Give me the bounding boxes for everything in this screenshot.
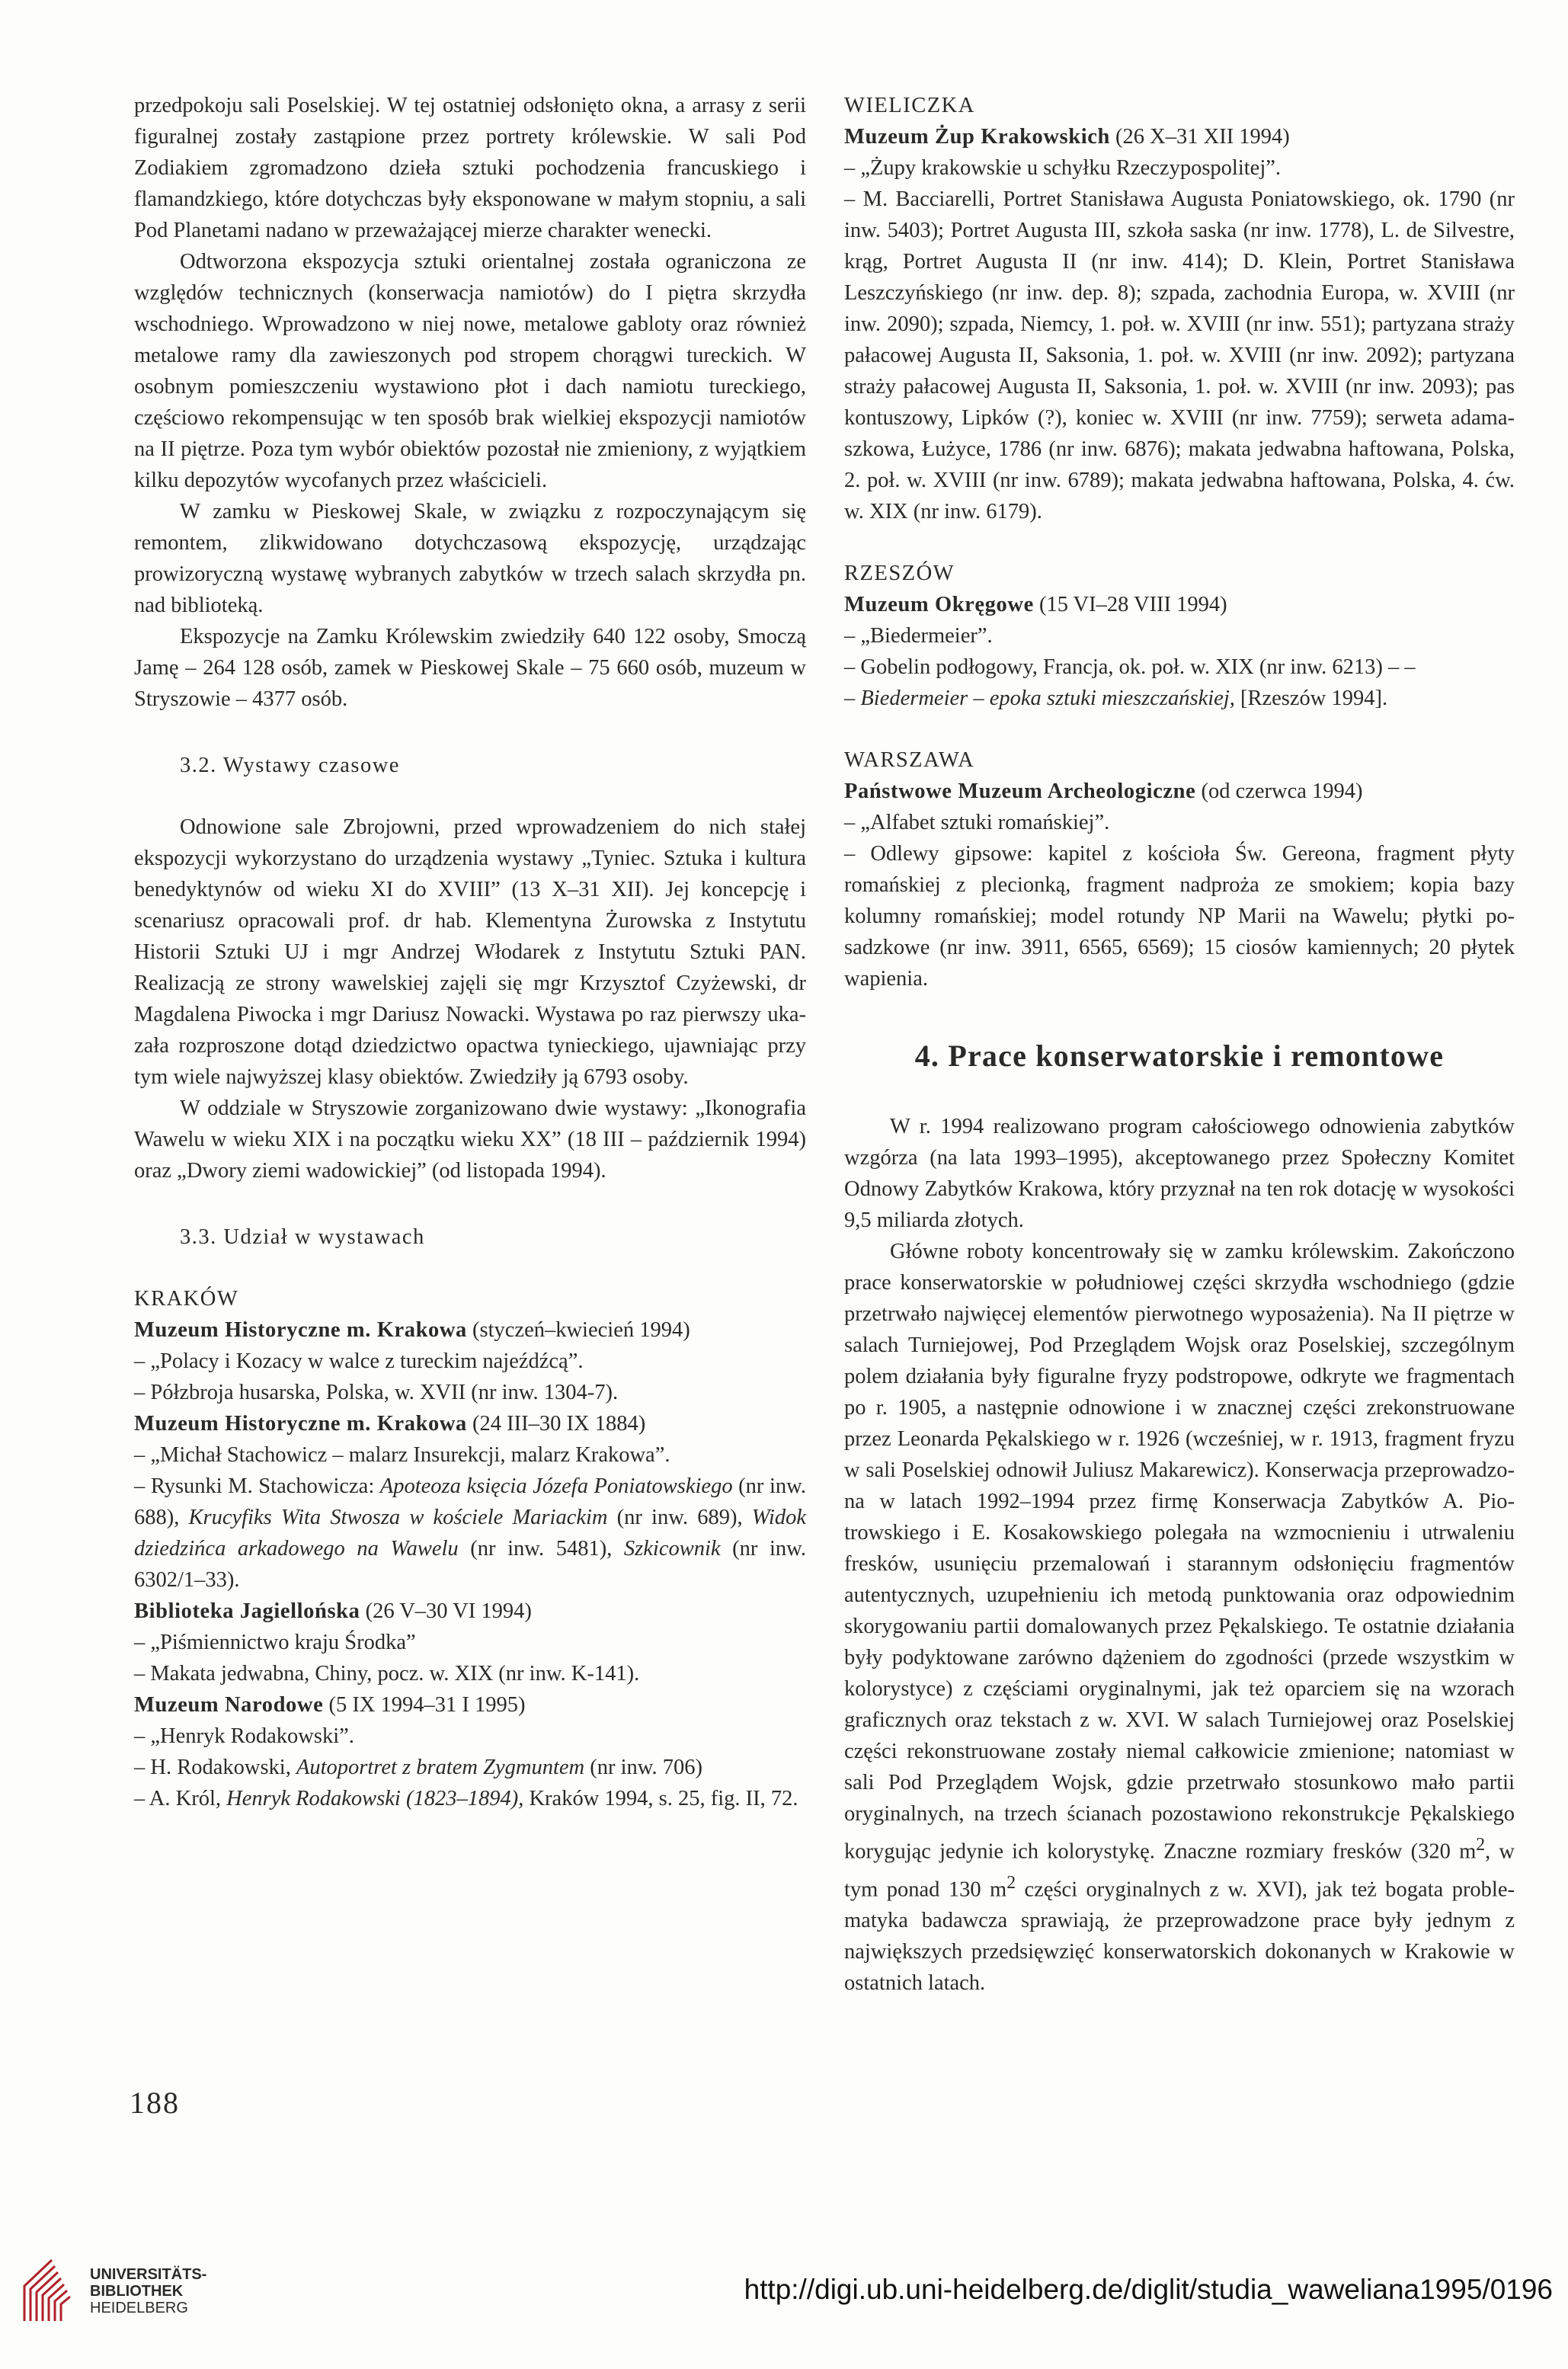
exhibition-entry [134,1408,806,1439]
exhibition-date: (15 VI–28 VIII 1994) [1033,593,1227,616]
paragraph: W r. 1994 realizowano program całościowego odnowienia zabytków wzgórza (na lata 1993–1995), akceptowanego przez Społeczny Komitet Odnowy Zabytków Krakowa, który przyznał na ten rok dotację w wysokości 9,5 miliarda złotych. [844,1115,1515,1232]
exhibit-list [844,683,1515,714]
museum-name: Biblioteka Jagiellońska [134,1599,360,1623]
exhibit-list [134,1471,806,1596]
superscript: 2 [1006,1872,1016,1893]
exhibition-date: (styczeń–kwiecień 1994) [466,1318,690,1342]
section-heading-3-2: 3.2. Wystawy czasowe [180,754,400,777]
text: (nr inw. 689), [607,1506,752,1529]
exhibition-title: – „Żupy krakowskie u schyłku Rzeczypospolitej”. [844,156,1282,180]
exhibition-title: – „Henryk Rodakowski”. [134,1724,354,1748]
right-column [844,90,1515,1999]
paragraph: W zamku w Pieskowej Skale, w związku z rozpoczynającym się remontem, zlikwidowano dotychczasową ekspozycję, urządzając prowizoryczną wystawę wybranych zabytków w trzech salach skrzydła pn. nad biblioteką. [134,500,806,617]
paragraph: Odtworzona ekspozycja sztuki orientalnej została ograniczona ze względów technicznych (konserwacja namiotów) do I piętra skrzydła wschodniego. Wprowadzono w niej nowe, metalowe gabloty oraz również metalowe ramy dla zawieszonych pod stropem chorągwi tureckich. W osobnym pomieszczeniu wystawiono płot i dach namiotu tureckiego, częściowo rekompensując w ten sposób brak wielkiej ekspozycji namiotów na II piętrze. Poza tym wybór obiektów pozostał nie zmieniony, z wyjątkiem kilku depozytów wycofanych przez właścicieli. [134,250,806,492]
library-name-line: UNIVERSITÄTS- [90,2266,207,2283]
exhibition-entry [844,776,1515,807]
text: – Rysunki M. Stachowicza: [134,1474,380,1498]
text: Główne roboty koncentrowały się w zamku królewskim. Zakończono prace konserwatorskie w południowej części skrzydła wschodniego (gdzie przetrwało najwięcej elementów pierwotnego wyposażenia). Na II piętrze w salach Turniejowej, Pod Przeglądem Wojsk oraz Poselskiej, szczególnym polem działania były figuralne fryzy podstropowe, odkryte we fragmentach po r. 1905, a następnie odnowione i w znacznej części zrekonstruowane przez Leonarda Pękalskiego w r. 1926 (wcześniej, w r. 1913, fragment fryzu w sali Poselskiej odnowił Juliusz Makarewicz). Konserwacja przeprowadzona w latach 1992–1994 przez firmę Konserwacja Zabytków A. Piotrowskiego i E. Kosakowskiego polegała na wzmocnieniu i utrwaleniu fresków, usunięciu przemalowań i starannym odsłonięciu fragmentów autentycznych, uzupełnieniu ich metodą punktowania oraz odpowiednim skorygowaniu partii domalowanych przez Pękalskiego. Te ostatnie działania były podyktowane zarówno dążeniem do zgodności (przede wszystkim w kolorystyce) z częściami oryginalnymi, jak też oparciem się na wzorach graficznych oraz tekstach z w. XVI. W salach Turniejowej oraz Poselskiej części rekonstruowane zostały niemal całkowicie zmienione; natomiast w sali Pod Przeglądem Wojsk, gdzie przetrwało stosunkowo mało partii oryginalnych, na trzech ścianach pozostawiono rekonstrukcje Pękalskiego korygując jedynie ich kolorystykę. Znaczne rozmiary fresków (320 m [844,1240,1515,1864]
paragraph [844,1236,1515,1999]
text: – [844,687,861,710]
exhibition-date: (24 III–30 IX 1884) [466,1412,646,1436]
exhibit-list [134,1783,806,1814]
exhibition-entry [134,1314,806,1346]
museum-name: Państwowe Muzeum Archeologiczne [844,780,1196,803]
paragraph: Ekspozycje na Zamku Królewskim zwiedziły 640 122 osoby, Smoczą Jamę – 264 128 osób, zamek w Pieskowej Skale – 75 660 osób, muzeum w Stryszowie – 4377 osób. [134,625,806,711]
library-name [90,2266,206,2316]
exhibition-entry [844,589,1515,620]
exhibit-list [134,1752,806,1783]
section-heading-3-3: 3.3. Udział w wystawach [180,1225,425,1249]
exhibition-date: (od czerwca 1994) [1195,780,1363,803]
city-heading: WIELICZKA [844,94,975,117]
text: – A. Król, [134,1787,227,1810]
exhibit-list: – Półzbroja husarska, Polska, w. XVII (nr inw. 1304-7). [134,1381,619,1404]
exhibition-date: (5 IX 1994–31 I 1995) [323,1693,526,1717]
library-name-line: BIBLIOTHEK [90,2283,184,2300]
museum-name: Muzeum Historyczne m. Krakowa [134,1318,467,1342]
exhibit-list: – M. Bacciarelli, Portret Stanisława Augusta Poniatowskiego, ok. 1790 (nr inw. 5403); Portret Augusta III, szkoła saska (nr inw. 1778), L. de Silvestre, krąg, Portret Augusta II (nr inw. 414); D. Klein, Portret Stanisława Leszczyńskiego (nr inw. dep. 8); szpada, zachodnia Europa, w. XVIII (nr inw. 2090); szpada, Niemcy, 1. poł. w. XVIII (nr inw. 551); partyzana straży pałacowej Augusta II, Saksonia, 1. poł. w. XVIII (nr inw. 2092); partyzana straży pałacowej Augusta II, Saksonia, 1. poł. w. XVIII (nr inw. 2093); pas kontuszowy, Lipków (?), koniec w. XVIII (nr inw. 7759); serweta adamaszkowa, Łużyce, 1786 (nr inw. 6876); makata jedwabna haftowana, Polska, 2. poł. w. XVIII (nr inw. 6789); makata jedwabna haftowana, Polska, 4. ćw. w. XIX (nr inw. 6179). [844,187,1515,523]
paragraph: W oddziale w Stryszowie zorganizowano dwie wystawy: „Ikonografia Wawelu w wieku XIX i na początku wieku XX” (18 III – październik 1994) oraz „Dwory ziemi wadowickiej” (od listopada 1994). [134,1096,806,1183]
exhibit-list: – Makata jedwabna, Chiny, pocz. w. XIX (nr inw. K-141). [134,1662,640,1686]
museum-name: Muzeum Okręgowe [844,593,1034,616]
exhibition-date: (26 V–30 VI 1994) [360,1599,532,1623]
work-title: Autoportret z bratem Zygmuntem [296,1756,585,1779]
city-heading: KRAKÓW [134,1287,239,1311]
paragraph: Odnowione sale Zbrojowni, przed wprowadzeniem do nich stałej ekspozycji wykorzystano do urządzenia wystawy „Tyniec. Sztuka i kultura benedyktynów od wieku XI do XVIII” (13 X–31 XII). Jej koncepcję i scenariusz opracowali prof. dr hab. Klementyna Żurowska z Instytutu Historii Sztuki UJ i mgr Andrzej Włodarek z Instytutu Sztuki PAN. Realizacją ze strony wawelskiej zajęli się mgr Krzysztof Czyżewski, dr Magdalena Piwocka i mgr Dariusz Nowacki. Wystawa po raz pierwszy ukazała rozproszone dotąd dziedzictwo opactwa tynieckiego, ujawniając przy tym wiele najwyższej klasy obiektów. Zwiedziły ją 6793 osoby. [134,815,806,1089]
work-title: Krucyfiks Wita Stwosza w kościele Mariackim [188,1506,608,1529]
library-logo-icon [18,2255,88,2326]
exhibition-date: (26 X–31 XII 1994) [1109,125,1290,149]
work-title: Henryk Rodakowski (1823–1894), [226,1787,524,1810]
footer [0,2255,1568,2369]
exhibition-entry [134,1689,806,1721]
museum-name: Muzeum Historyczne m. Krakowa [134,1412,467,1436]
exhibit-list: – Odlewy gipsowe: kapitel z kościoła Św. Gereona, fragment płyty romańskiej z plecionką, fragment nadproża ze smokiem; kopia bazy kolumny romańskiej; model rotundy NP Marii na Wawelu; płytki posadzkowe (nr inw. 3911, 6565, 6569); 15 ciosów kamiennych; 20 płytek wapienia. [844,842,1515,991]
exhibition-title: – „Alfabet sztuki romańskiej”. [844,811,1110,834]
text: części oryginalnych z w. XVI), jak też bogata problematyka badawcza sprawiają, że przeprowadzone prace były jednym z największych przedsięwzięć konserwatorskich dokonanych w Krakowie w ostatnich latach. [844,1878,1515,1995]
city-heading: WARSZAWA [844,748,975,772]
text: (nr inw. 5481), [458,1537,624,1561]
text: – H. Rodakowski, [134,1756,296,1779]
city-heading: RZESZÓW [844,562,955,585]
museum-name: Muzeum Żup Krakowskich [844,125,1110,149]
superscript: 2 [1476,1835,1486,1855]
museum-name: Muzeum Narodowe [134,1693,324,1717]
exhibition-entry [844,121,1515,152]
text: (nr inw. 706) [584,1756,702,1779]
source-url[interactable]: http://digi.ub.uni-heidelberg.de/diglit/studia_waweliana1995/0196 [744,2274,1553,2305]
text: , w tym ponad 130 m [844,1839,1515,1901]
exhibition-title: – „Piśmiennictwo kraju Środka” [134,1631,416,1654]
paragraph: przedpokoju sali Poselskiej. W tej ostatniej odsłonięto okna, a arrasy z serii figuralnej zostały zastąpione przez portrety królewskie. W sali Pod Zodiakiem zgromadzono dzieła sztuki pochodzenia francuskiego i flamandzkiego, które dotychczas były eksponowane w małym stopniu, a sali Pod Planetami nadano w przeważającej mierze charakter wenecki. [134,94,806,242]
work-title: Apoteoza księcia Józefa Poniatowskiego [379,1474,733,1498]
work-title: Widok dziedzińca arkadowego na Wawelu [134,1506,806,1561]
exhibition-title: – „Polacy i Kozacy w walce z tureckim najeźdźcą”. [134,1349,584,1373]
page-number: 188 [130,2086,180,2120]
exhibition-entry [134,1596,806,1627]
text: (nr inw. 6302/1–33). [134,1537,806,1592]
exhibition-title: – „Biedermeier”. [844,624,993,648]
left-column [134,90,806,1814]
exhibition-title: – „Michał Stachowicz – malarz Insurekcji, malarz Krakowa”. [134,1443,670,1467]
work-title: Szkicownik [623,1537,721,1561]
library-name-line: HEIDELBERG [90,2300,188,2316]
text: [Rzeszów 1994]. [1234,687,1388,710]
text: Kraków 1994, s. 25, fig. II, 72. [523,1787,798,1810]
work-title: Biedermeier – epoka sztuki mieszczańskiej, [860,687,1235,710]
section-heading-4: 4. Prace konserwatorskie i remontowe [914,1039,1445,1073]
exhibit-list: – Gobelin podłogowy, Francja, ok. poł. w. XIX (nr inw. 6213) – – [844,655,1416,679]
text: (nr inw. 688), [134,1474,806,1529]
